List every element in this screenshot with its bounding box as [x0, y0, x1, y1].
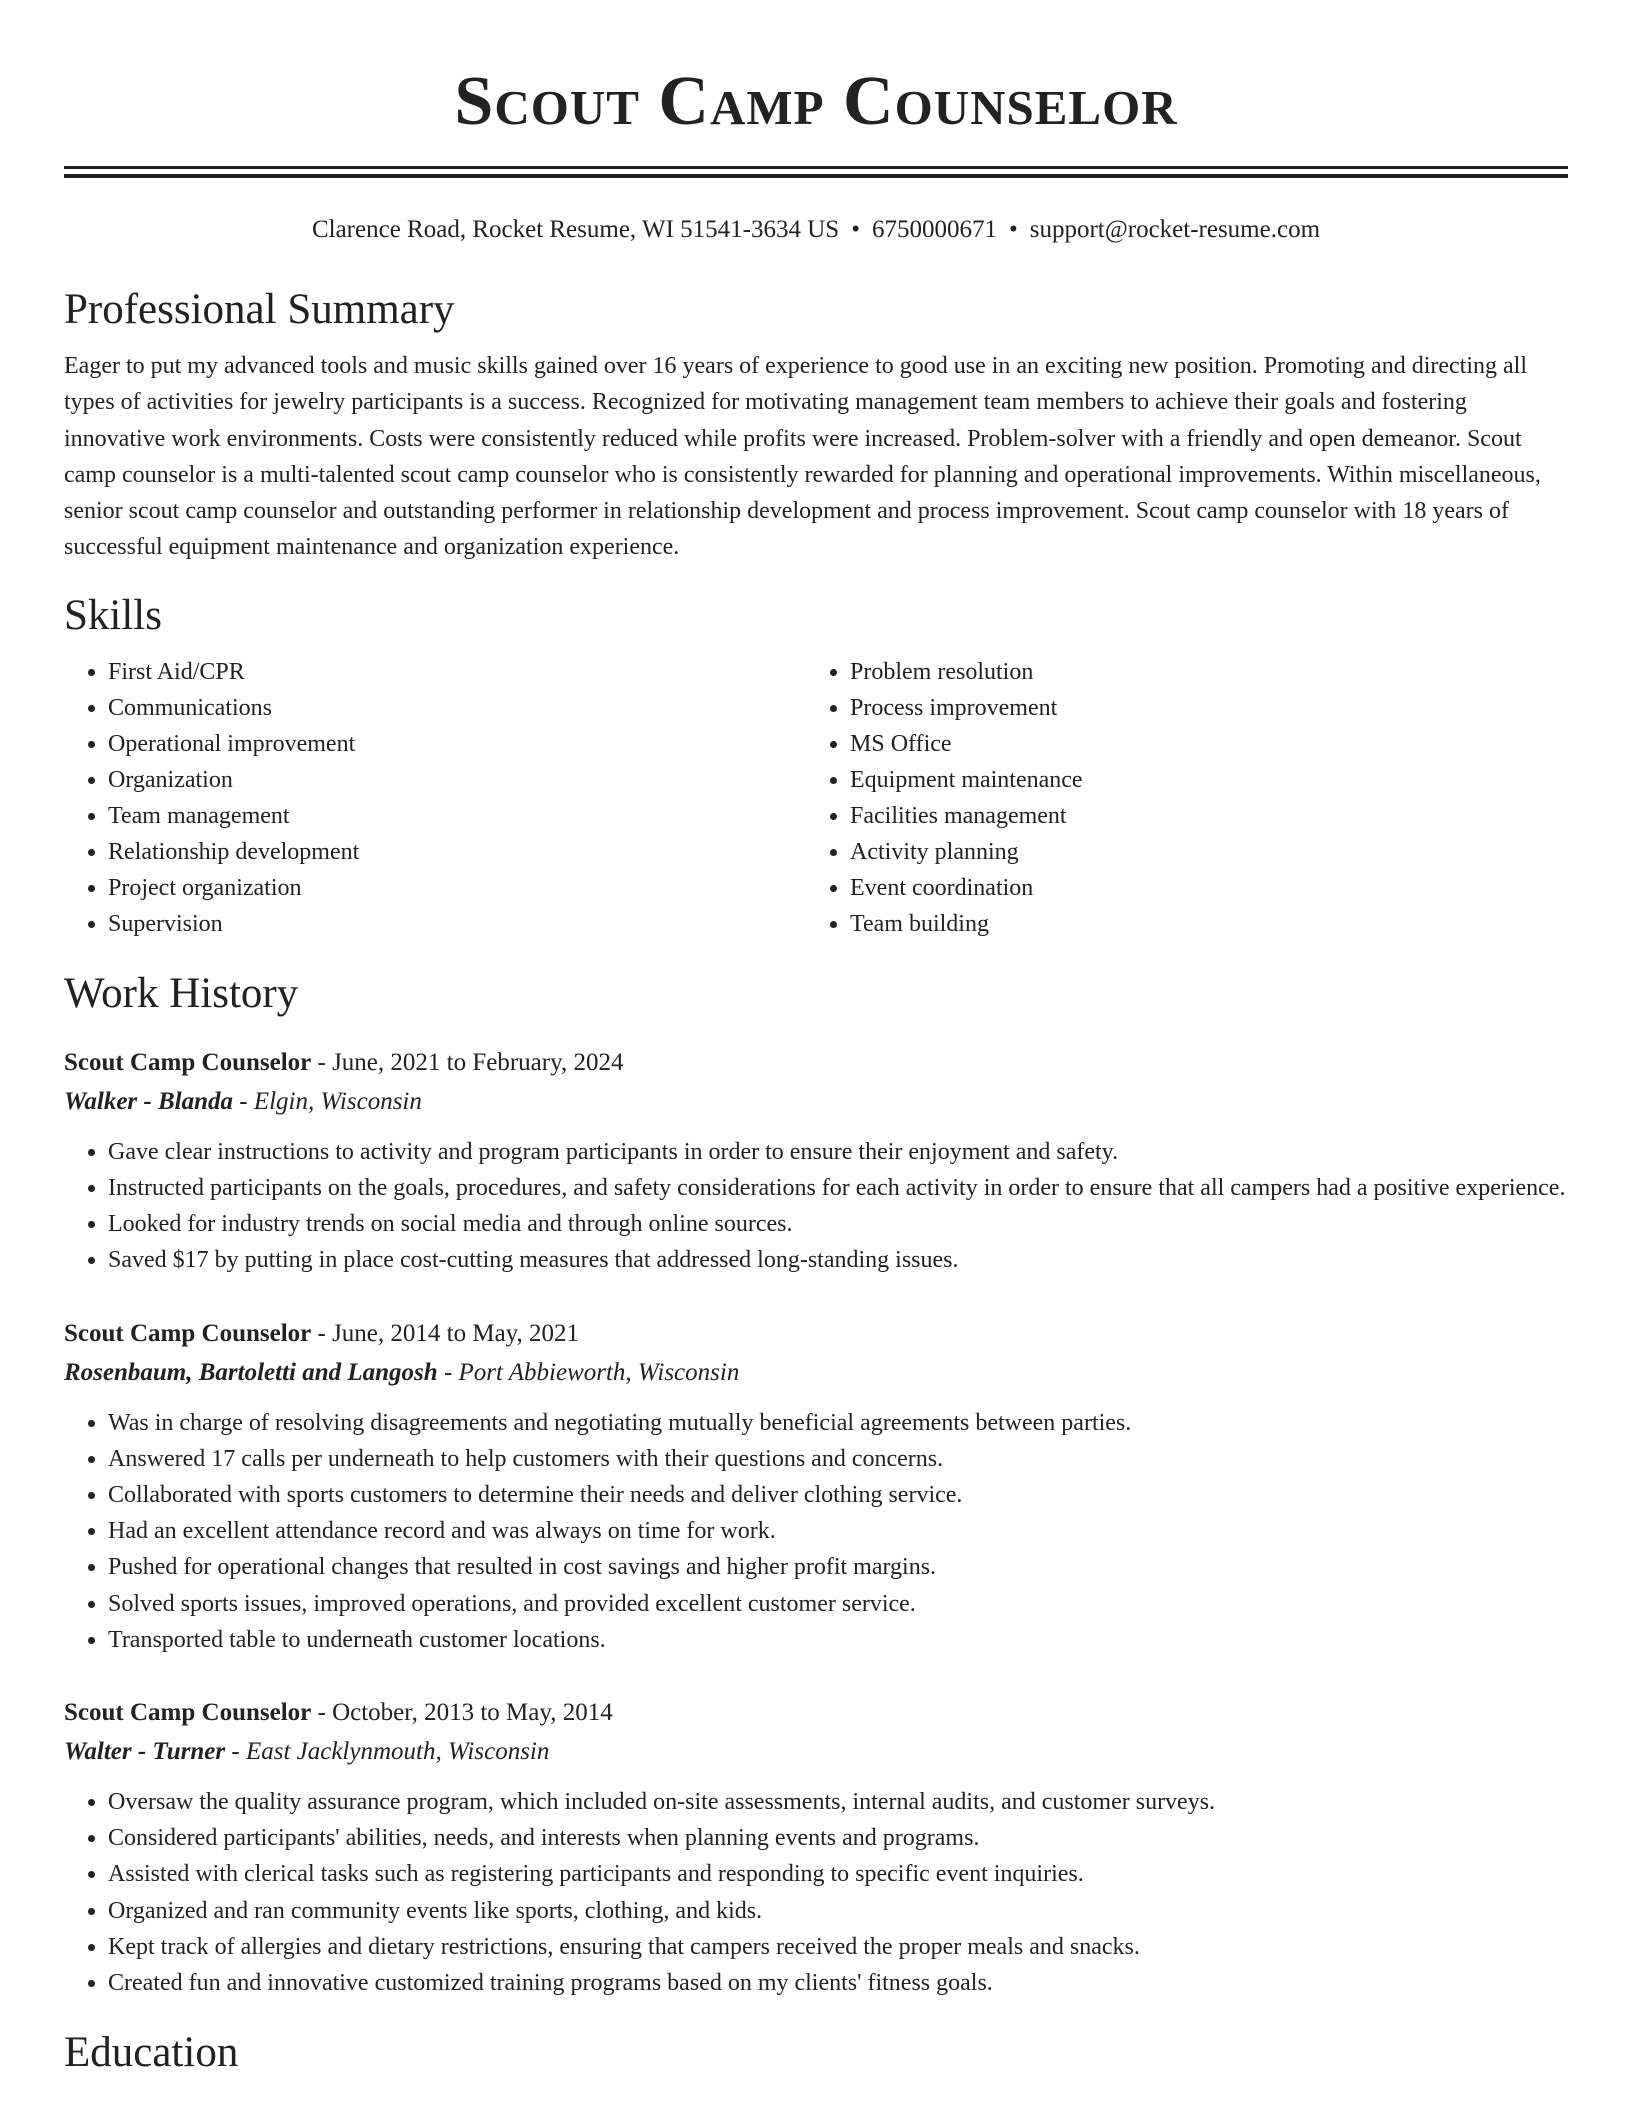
skills-column-left	[64, 654, 806, 942]
job-bullet: • Answered 17 calls per underneath to help customers with their questions and concerns.	[108, 1441, 1568, 1477]
summary-heading: Professional Summary	[64, 286, 455, 333]
education-heading: Education	[64, 2029, 239, 2077]
job-bullet: • Gave clear instructions to activity and program participants in order to ensure their enjoyment and safety.	[108, 1134, 1568, 1170]
contact-separator: •	[851, 216, 860, 243]
job-bullet: • Had an excellent attendance record and was always on time for work.	[108, 1513, 1568, 1549]
candidate-name: Scout Camp Counselor	[454, 63, 1178, 140]
job-dates: - June, 2014 to May, 2021	[311, 1319, 580, 1347]
job-title: Scout Camp Counselor	[64, 1048, 312, 1076]
job-bullet: • Created fun and innovative customized training programs based on my clients' fitness goals.	[108, 1965, 1568, 2001]
job-employer	[64, 1353, 1568, 1393]
job-dates: - October, 2013 to May, 2014	[311, 1699, 613, 1727]
job-entry	[64, 1315, 1568, 1658]
job-bullet: • Transported table to underneath customer locations.	[108, 1622, 1568, 1658]
job-bullet: • Instructed participants on the goals, procedures, and safety considerations for each activity in order to ensure that all campers had a positive experience.	[108, 1170, 1568, 1206]
job-bullet: • Saved $17 by putting in place cost-cutting measures that addressed long-standing issues.	[108, 1242, 1568, 1278]
job-company: Rosenbaum, Bartoletti and Langosh	[64, 1358, 438, 1386]
job-bullet: • Was in charge of resolving disagreements and negotiating mutually beneficial agreements between parties.	[108, 1405, 1568, 1441]
summary-text: Eager to put my advanced tools and music skills gained over 16 years of experience to good use in an exciting new position. Promoting and directing all types of activities for jewelry participants is a success. Recognized for motivating management team members to achieve their goals and fostering innovative work environments. Costs were consistently reduced while profits were increased. Problem-solver with a friendly and open demeanor. Scout camp counselor is a multi-talented scout camp counselor who is consistently rewarded for planning and operational improvements. Within miscellaneous, senior scout camp counselor and outstanding performer in relationship development and process improvement. Scout camp counselor with 18 years of successful equipment maintenance and organization experience.	[64, 353, 1541, 561]
job-bullet: • Looked for industry trends on social media and through online sources.	[108, 1206, 1568, 1242]
skill-item: • Event coordination	[850, 870, 1568, 906]
skill-item: • Organization	[108, 762, 806, 798]
job-location: - Elgin, Wisconsin	[233, 1087, 422, 1115]
job-bullet: • Collaborated with sports customers to determine their needs and deliver clothing service.	[108, 1477, 1568, 1513]
job-header	[64, 1044, 1568, 1082]
skill-item: • Operational improvement	[108, 726, 806, 762]
job-entry	[64, 1044, 1568, 1279]
job-bullet: • Assisted with clerical tasks such as registering participants and responding to specific event inquiries.	[108, 1856, 1568, 1892]
contact-line	[64, 214, 1568, 246]
job-employer	[64, 1732, 1568, 1772]
contact-phone: 6750000671	[871, 216, 997, 243]
contact-address: Clarence Road, Rocket Resume, WI 51541-3634 US	[311, 216, 840, 243]
job-bullet: • Solved sports issues, improved operations, and provided excellent customer service.	[108, 1586, 1568, 1622]
job-header	[64, 1315, 1568, 1353]
skill-item: • Team management	[108, 798, 806, 834]
job-bullet: • Considered participants' abilities, needs, and interests when planning events and programs.	[108, 1820, 1568, 1856]
header-divider-bottom	[64, 174, 1568, 178]
skill-item: • Communications	[108, 690, 806, 726]
skill-item: • Facilities management	[850, 798, 1568, 834]
work-history-heading: Work History	[64, 969, 299, 1017]
work-history-list	[64, 1044, 1568, 2001]
contact-email: support@rocket-resume.com	[1029, 216, 1321, 243]
job-bullets	[64, 1134, 1568, 1279]
skill-item: • Problem resolution	[850, 654, 1568, 690]
contact-separator: •	[1008, 216, 1018, 243]
job-location: - Port Abbieworth, Wisconsin	[437, 1358, 740, 1386]
job-title: Scout Camp Counselor	[64, 1699, 312, 1727]
skill-item: • Supervision	[108, 906, 806, 942]
skill-item: • Activity planning	[850, 834, 1568, 870]
skill-item: • MS Office	[850, 726, 1568, 762]
job-bullets	[64, 1405, 1568, 1658]
header-divider-top	[64, 166, 1568, 169]
job-entry	[64, 1694, 1568, 2001]
skills-list	[64, 654, 1568, 942]
job-bullet: • Pushed for operational changes that resulted in cost savings and higher profit margins.	[108, 1549, 1568, 1585]
resume-page	[64, 0, 1568, 2079]
job-location: - East Jacklynmouth, Wisconsin	[225, 1738, 550, 1766]
skill-item: • Team building	[850, 906, 1568, 942]
skill-item: • Equipment maintenance	[850, 762, 1568, 798]
job-bullet: • Oversaw the quality assurance program, which included on-site assessments, internal audits, and customer surveys.	[108, 1784, 1568, 1820]
job-company: Walker - Blanda	[64, 1087, 233, 1115]
job-company: Walter - Turner	[64, 1738, 226, 1766]
skill-item: • First Aid/CPR	[108, 654, 806, 690]
job-bullet: • Organized and ran community events like sports, clothing, and kids.	[108, 1893, 1568, 1929]
skills-heading: Skills	[64, 591, 162, 639]
skill-item: • Project organization	[108, 870, 806, 906]
job-header	[64, 1694, 1568, 1732]
skill-item: • Process improvement	[850, 690, 1568, 726]
job-dates: - June, 2021 to February, 2024	[311, 1048, 624, 1076]
job-employer	[64, 1082, 1568, 1122]
skills-column-right	[806, 654, 1568, 942]
job-bullets	[64, 1784, 1568, 2001]
job-bullet: • Kept track of allergies and dietary restrictions, ensuring that campers received the proper meals and snacks.	[108, 1929, 1568, 1965]
skill-item: • Relationship development	[108, 834, 806, 870]
job-title: Scout Camp Counselor	[64, 1319, 312, 1347]
